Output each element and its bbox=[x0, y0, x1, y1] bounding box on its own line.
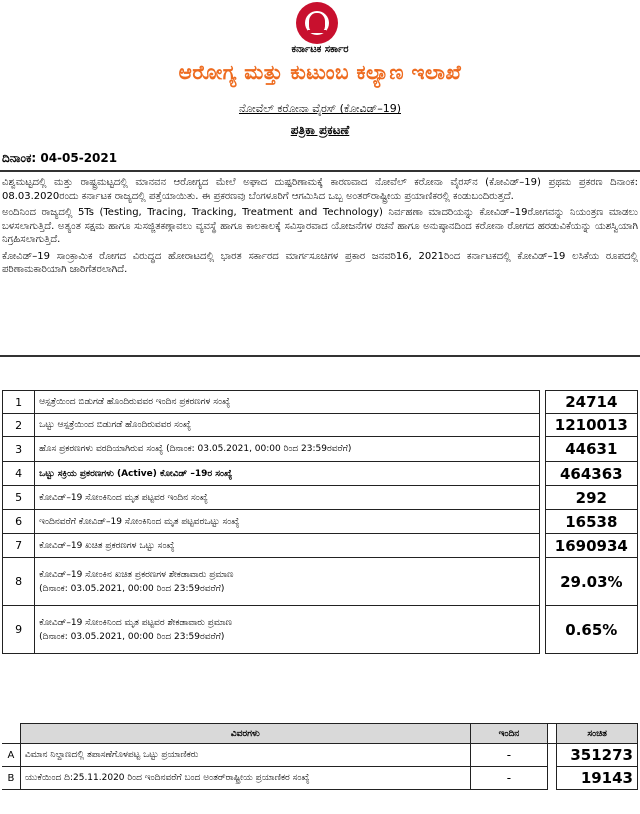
row-total: 351273 bbox=[557, 744, 638, 767]
press-release-title: ಪತ್ರಿಕಾ ಪ್ರಕಟಣೆ bbox=[290, 123, 350, 137]
row-value: 29.03% bbox=[545, 558, 637, 606]
row-description: ಯುಕೆಯಿಂದ ದಿ:25.11.2020 ರಿಂದ ಇಂದಿನವರೆಗೆ ಬಂದ ಅಂತರ್‌ರಾಷ್ಟ್ರೀಯ ಪ್ರಯಾಣಿಕರ ಸಂಖ್ಯೆ bbox=[20, 767, 470, 790]
table-row bbox=[3, 558, 638, 606]
row-number: 3 bbox=[3, 437, 35, 462]
row-value: 44631 bbox=[545, 437, 637, 462]
row-description-date: (ದಿನಾಂಕ: 03.05.2021, 00:00 ರಿಂದ 23:59ರವರೆಗೆ) bbox=[39, 631, 225, 642]
row-value: 16538 bbox=[545, 510, 637, 534]
travel-stats-table bbox=[2, 723, 638, 790]
table-row bbox=[3, 437, 638, 462]
divider bbox=[0, 355, 640, 357]
column-header-total: ಸಂಚಿತ bbox=[557, 724, 638, 744]
row-number: 5 bbox=[3, 486, 35, 510]
row-total: 19143 bbox=[557, 767, 638, 790]
table-row bbox=[3, 486, 638, 510]
subject-line: ನೋವೆಲ್ ಕರೋನಾ ವೈರಸ್ (ಕೋವಿಡ್–19) bbox=[238, 102, 401, 115]
intro-paragraph: ಅಂದಿನಿಂದ ರಾಜ್ಯದಲ್ಲಿ 5Ts (Testing, Tracing, Tracking, Treatment and Technology) ನಿರ್ವಹಣಾ ಮಾದರಿಯನ್ನು ಕೋವಿಡ್–19ರೋಗವನ್ನು ನಿಯಂತ್ರಣ ಮಾಡಲು ಬಳಸಲಾಗುತ್ತಿದೆ. ಅತ್ಯಂತ ಸಕ್ಷಮ ಹಾಗೂ ಸುಸಜ್ಜಿತಕಣ್ಗಾವಲು ವ್ಯವಸ್ಥೆ ಹಾಗೂ ಕಾಲಕಾಲಕ್ಕೆ ಸವಿಸ್ತಾರವಾದ ಯೋಜನೆಗಳ ರಚನೆ ಹಾಗೂ ಅನುಷ್ಠಾನದಿಂದ ಕರೋನಾ ರೋಗದ ಹರಡುವಿಕೆಯನ್ನು ಯಶಸ್ವಿಯಾಗಿ ನಿಗ್ರಹಿಸಲಾಗುತ್ತಿದೆ. bbox=[2, 207, 638, 245]
column-header-today: ಇಂದಿನ bbox=[470, 724, 548, 744]
row-description: ಕೋವಿಡ್–19 ಸೋಂಕಿನಿಂದ ಮೃತ ಪಟ್ಟವರ ಇಂದಿನ ಸಂಖ್ಯೆ bbox=[35, 486, 540, 510]
row-value: 1690934 bbox=[545, 534, 637, 558]
row-description: ಇಂದಿನವರೆಗೆ ಕೋವಿಡ್–19 ಸೋಂಕಿನಿಂದ ಮೃತ ಪಟ್ಟವರಒಟ್ಟು ಸಂಖ್ಯೆ bbox=[35, 510, 540, 534]
divider bbox=[0, 170, 640, 172]
table-row bbox=[3, 534, 638, 558]
row-number: 7 bbox=[3, 534, 35, 558]
row-value: 292 bbox=[545, 486, 637, 510]
karnataka-emblem bbox=[296, 2, 338, 44]
row-description: ಕೋವಿಡ್–19 ಖಚಿತ ಪ್ರಕರಣಗಳ ಒಟ್ಟು ಸಂಖ್ಯೆ bbox=[35, 534, 540, 558]
table-row bbox=[2, 744, 638, 767]
row-today: - bbox=[470, 744, 548, 767]
row-value: 0.65% bbox=[545, 606, 637, 654]
row-value: 1210013 bbox=[545, 414, 637, 437]
row-number: 4 bbox=[3, 462, 35, 486]
covid-stats-table bbox=[2, 390, 638, 654]
row-value: 24714 bbox=[545, 391, 637, 414]
release-date: ದಿನಾಂಕ: 04-05-2021 bbox=[2, 151, 118, 165]
table-row bbox=[2, 767, 638, 790]
row-description: ಒಟ್ಟು ಆಸ್ಪತ್ರೆಯಿಂದ ಬಿಡುಗಡೆ ಹೊಂದಿರುವವರ ಸಂಖ್ಯೆ bbox=[35, 414, 540, 437]
row-number: 6 bbox=[3, 510, 35, 534]
row-description-date: (ದಿನಾಂಕ: 03.05.2021, 00:00 ರಿಂದ 23:59ರವರೆಗೆ) bbox=[39, 583, 225, 594]
row-value: 464363 bbox=[545, 462, 637, 486]
row-number: 2 bbox=[3, 414, 35, 437]
department-title: ಆರೋಗ್ಯ ಮತ್ತು ಕುಟುಂಬ ಕಲ್ಯಾಣ ಇಲಾಖೆ bbox=[178, 60, 462, 84]
table-header-row bbox=[2, 724, 638, 744]
row-today: - bbox=[470, 767, 548, 790]
table-row bbox=[3, 510, 638, 534]
row-number: 8 bbox=[3, 558, 35, 606]
intro-paragraph: ಕೋವಿಡ್–19 ಸಾಂಕ್ರಾಮಿಕ ರೋಗದ ವಿರುದ್ಧದ ಹೋರಾಟದಲ್ಲಿ ಭಾರತ ಸರ್ಕಾರದ ಮಾರ್ಗಸೂಚಿಗಳ ಪ್ರಕಾರ ಜನವರಿ16, 2021ರಿಂದ ಕರ್ನಾಟಕದಲ್ಲಿ ಕೋವಿಡ್–19 ಲಸಿಕೆಯ ರೂಪದಲ್ಲಿ ಪರಿಣಾಮಕಾರಿಯಾಗಿ ಜಾರಿಗೆತರಲಾಗಿದೆ. bbox=[2, 250, 638, 275]
intro-text bbox=[0, 176, 638, 280]
row-letter: A bbox=[2, 744, 20, 767]
row-number: 9 bbox=[3, 606, 35, 654]
row-description-line: ಕೋವಿಡ್–19 ಸೋಂಕಿನ ಖಚಿತ ಪ್ರಕರಣಗಳ ಶೇಕಡಾವಾರು ಪ್ರಮಾಣ bbox=[39, 569, 234, 580]
row-description: ಹೊಸ ಪ್ರಕರಣಗಳು ವರದಿಯಾಗಿರುವ ಸಂಖ್ಯೆ (ದಿನಾಂಕ: 03.05.2021, 00:00 ರಿಂದ 23:59ರವರೆಗೆ) bbox=[35, 437, 540, 462]
row-description bbox=[35, 606, 540, 654]
row-number: 1 bbox=[3, 391, 35, 414]
row-description bbox=[35, 558, 540, 606]
row-description: ಒಟ್ಟು ಸಕ್ರಿಯ ಪ್ರಕರಣಗಳು (Active) ಕೋವಿಡ್ –19ರ ಸಂಖ್ಯೆ bbox=[35, 462, 540, 486]
row-description-line: ಕೋವಿಡ್–19 ಸೋಂಕಿನಿಂದ ಮೃತ ಪಟ್ಟವರ ಶೇಕಡಾವಾರು ಪ್ರಮಾಣ bbox=[39, 617, 233, 628]
column-header-details: ವಿವರಗಳು bbox=[20, 724, 470, 744]
table-row bbox=[3, 606, 638, 654]
row-letter: B bbox=[2, 767, 20, 790]
table-row bbox=[3, 414, 638, 437]
table-row bbox=[3, 462, 638, 486]
table-row bbox=[3, 391, 638, 414]
row-description: ಆಸ್ಪತ್ರೆಯಿಂದ ಬಿಡುಗಡೆ ಹೊಂದಿರುವವರ ಇಂದಿನ ಪ್ರಕರಣಗಳ ಸಂಖ್ಯೆ bbox=[35, 391, 540, 414]
intro-paragraph: ವಿಶ್ವಮಟ್ಟದಲ್ಲಿ ಮತ್ತು ರಾಷ್ಟ್ರಮಟ್ಟದಲ್ಲಿ ಮಾನವನ ಆರೋಗ್ಯದ ಮೇಲೆ ಅಘಾದ ದುಷ್ಪರಿಣಾಮಕ್ಕೆ ಕಾರಣವಾದ ನೋವೆಲ್ ಕರೋನಾ ವೈರಸ್‌ನ (ಕೋವಿಡ್–19) ಪ್ರಥಮ ಪ್ರಕರಣ ದಿನಾಂಕ: 08.03.2020ರಂದು ಕರ್ನಾಟಕ ರಾಜ್ಯದಲ್ಲಿ ಪತ್ತೆಯಾಯಿತು. ಈ ಪ್ರಕರಣವು ಬೆಂಗಳೂರಿಗೆ ಆಗಮಿಸಿದ ಒಬ್ಬ ಅಂತರ್‌ರಾಷ್ಟ್ರೀಯ ಪ್ರಯಾಣಿಕರಲ್ಲಿ ಕಂಡುಬಂದಿರುತ್ತದೆ. bbox=[2, 177, 638, 202]
government-name: ಕರ್ನಾಟಕ ಸರ್ಕಾರ bbox=[291, 44, 349, 55]
row-description: ವಿಮಾನ ನಿಲ್ದಾಣದಲ್ಲಿ ತಪಾಸಣೆಗೊಳಪಟ್ಟ ಒಟ್ಟು ಪ್ರಯಾಣಿಕರು bbox=[20, 744, 470, 767]
